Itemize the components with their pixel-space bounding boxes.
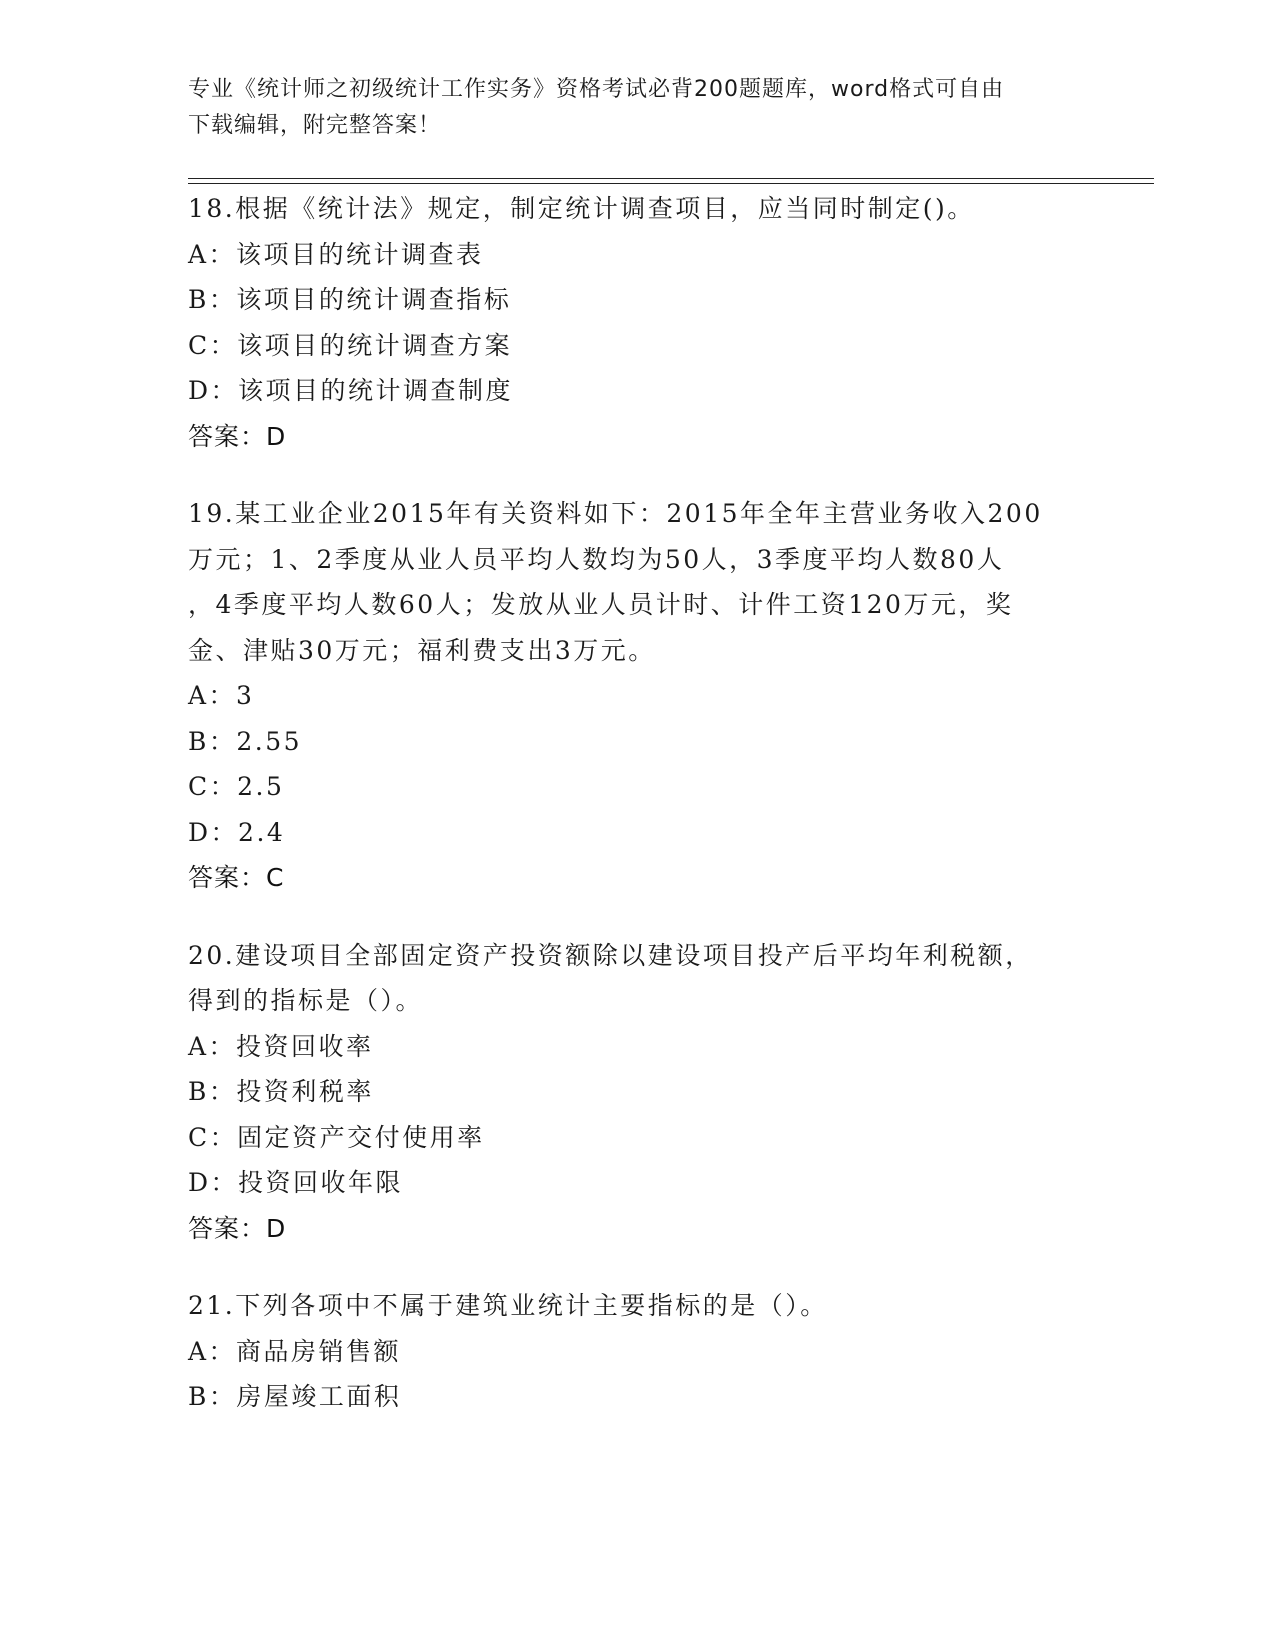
question-line: 19.某工业企业2015年有关资料如下：2015年全年主营业务收入200 bbox=[188, 499, 1043, 528]
question-line: 20.建设项目全部固定资产投资额除以建设项目投产后平均年利税额， bbox=[188, 940, 1033, 970]
option-b: B：2.55 bbox=[188, 726, 303, 756]
answer-label: 答案：D bbox=[188, 421, 287, 451]
option-c: C：固定资产交付使用率 bbox=[188, 1122, 485, 1152]
option-d: D：该项目的统计调查制度 bbox=[188, 376, 514, 405]
question-18 bbox=[188, 186, 1088, 459]
option-a: A：该项目的统计调查表 bbox=[188, 239, 484, 269]
option-a: A：投资回收率 bbox=[188, 1031, 374, 1061]
option-b: B：该项目的统计调查指标 bbox=[188, 285, 512, 314]
question-line: 得到的指标是（）。 bbox=[188, 986, 424, 1015]
question-text bbox=[188, 933, 1088, 1024]
question-text bbox=[188, 1283, 1088, 1329]
header-line-1: 专业《统计师之初级统计工作实务》资格考试必背200题题库，word格式可自由 bbox=[188, 77, 1005, 102]
question-20 bbox=[188, 933, 1088, 1252]
option-c: C：该项目的统计调查方案 bbox=[188, 330, 513, 360]
question-line: ，4季度平均人数60人；发放从业人员计时、计件工资120万元，奖 bbox=[188, 590, 1014, 619]
question-text bbox=[188, 186, 1088, 232]
question-line: 万元；1、2季度从业人员平均人数均为50人，3季度平均人数80人 bbox=[188, 544, 1005, 574]
option-d: D：投资回收年限 bbox=[188, 1168, 404, 1197]
question-19 bbox=[188, 491, 1088, 901]
option-d: D：2.4 bbox=[188, 817, 286, 847]
option-b: B：房屋竣工面积 bbox=[188, 1382, 402, 1411]
option-a: A：商品房销售额 bbox=[188, 1336, 402, 1366]
option-c: C：2.5 bbox=[188, 772, 285, 801]
option-b: B：投资利税率 bbox=[188, 1077, 374, 1106]
question-text bbox=[188, 491, 1088, 673]
answer-label: 答案：D bbox=[188, 1213, 287, 1243]
question-line: 金、津贴30万元；福利费支出3万元。 bbox=[188, 635, 656, 665]
answer-label: 答案：C bbox=[188, 863, 285, 892]
document-header bbox=[188, 72, 1068, 144]
header-divider-bottom bbox=[188, 183, 1154, 184]
header-divider-top bbox=[188, 178, 1154, 179]
option-a: A：3 bbox=[188, 681, 255, 710]
question-line: 21.下列各项中不属于建筑业统计主要指标的是（）。 bbox=[188, 1291, 828, 1320]
question-21 bbox=[188, 1283, 1088, 1420]
question-line: 18.根据《统计法》规定，制定统计调查项目，应当同时制定()。 bbox=[188, 194, 975, 223]
header-line-2: 下载编辑，附完整答案！ bbox=[188, 113, 442, 138]
question-list bbox=[188, 186, 1088, 1452]
